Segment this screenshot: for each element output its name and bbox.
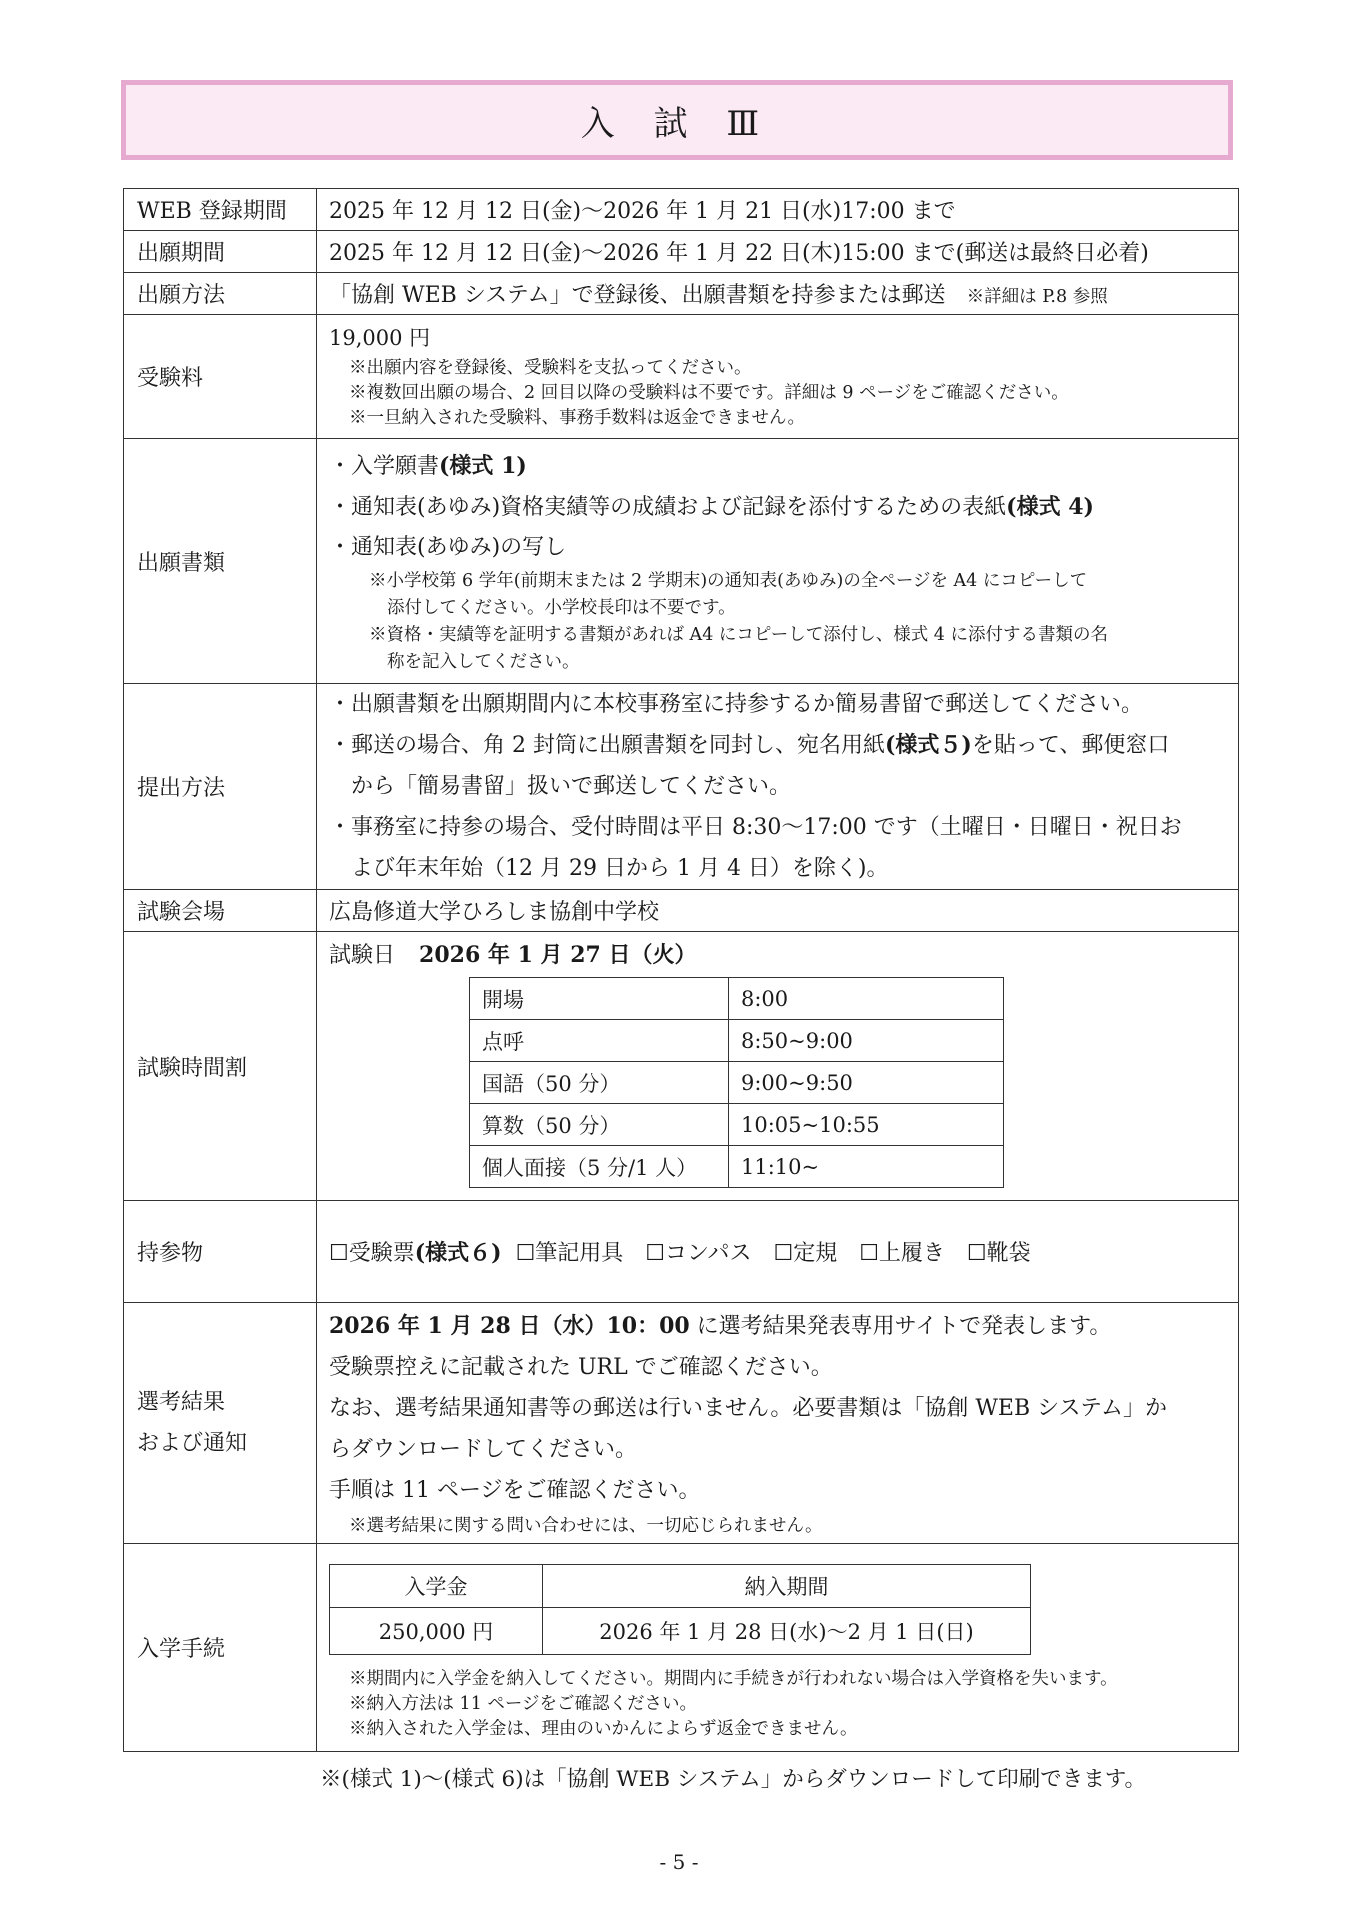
document-item: ・通知表(あゆみ)の写し [329, 535, 567, 560]
schedule-item: 国語（50 分） [470, 1062, 729, 1104]
row-web-registration [124, 189, 1239, 231]
label-timetable: 試験時間割 [124, 932, 317, 1201]
belongings-list: ☐受験票(様式６) ☐筆記用具 ☐コンパス ☐定規 ☐上履き ☐靴袋 [329, 1240, 1031, 1266]
schedule-item: 開場 [470, 978, 729, 1020]
results-line: 手順は 11 ページをご確認ください。 [329, 1477, 701, 1503]
schedule-time: 11:10~ [729, 1146, 1004, 1188]
schedule-row [470, 1104, 1004, 1146]
row-application-period [124, 231, 1239, 273]
row-documents [124, 439, 1239, 684]
schedule-time: 9:00~9:50 [729, 1062, 1004, 1104]
value-application-method: 「協創 WEB システム」で登録後、出願書類を持参または郵送 [329, 283, 946, 308]
schedule-item: 算数（50 分） [470, 1104, 729, 1146]
row-results [124, 1303, 1239, 1544]
exam-fee-note: ※出願内容を登録後、受験料を支払ってください。 [349, 358, 752, 378]
enrollment-header-period: 納入期間 [543, 1565, 1031, 1608]
value-web-registration: 2025 年 12 月 12 日(金)～2026 年 1 月 21 日(水)17:00 まで [329, 199, 956, 224]
schedule-time: 8:00 [729, 978, 1004, 1020]
label-venue: 試験会場 [124, 890, 317, 932]
row-application-method [124, 273, 1239, 315]
results-line: らダウンロードしてください。 [329, 1436, 638, 1462]
results-line: 2026 年 1 月 28 日（水）10：00 に選考結果発表専用サイトで発表します。 [329, 1312, 1112, 1339]
page-number: - 5 - [659, 1850, 699, 1874]
enrollment-note: ※納入方法は 11 ページをご確認ください。 [349, 1694, 698, 1714]
schedule-row [470, 1020, 1004, 1062]
documents-note: 称を記入してください。 [387, 652, 580, 672]
document-item: ・通知表(あゆみ)資格実績等の成績および記録を添付するための表紙(様式 4) [329, 494, 1094, 520]
documents-note: ※資格・実績等を証明する書類があれば A4 にコピーして添付し、様式 4 に添付する書類の名 [369, 625, 1108, 645]
label-belongings: 持参物 [124, 1201, 317, 1303]
submission-line: よび年末年始（12 月 29 日から 1 月 4 日）を除く)。 [351, 856, 889, 881]
schedule-time: 10:05~10:55 [729, 1104, 1004, 1146]
exam-fee-note: ※一旦納入された受験料、事務手数料は返金できません。 [349, 408, 806, 428]
schedule-time: 8:50~9:00 [729, 1020, 1004, 1062]
row-submission [124, 684, 1239, 890]
schedule-item: 点呼 [470, 1020, 729, 1062]
row-belongings [124, 1201, 1239, 1303]
title-banner [121, 80, 1233, 160]
row-exam-fee [124, 315, 1239, 439]
submission-line: から「簡易書留」扱いで郵送してください。 [351, 774, 792, 799]
label-web-registration: WEB 登録期間 [124, 189, 317, 231]
enrollment-value-row [330, 1608, 1031, 1655]
enrollment-header-row [330, 1565, 1031, 1608]
enrollment-period-value: 2026 年 1 月 28 日(水)～2 月 1 日(日) [543, 1608, 1031, 1655]
enrollment-header-fee: 入学金 [330, 1565, 543, 1608]
results-line: なお、選考結果通知書等の郵送は行いません。必要書類は「協創 WEB システム」か [329, 1395, 1167, 1421]
schedule-row [470, 1146, 1004, 1188]
results-note: ※選考結果に関する問い合わせには、一切応じられません。 [349, 1515, 823, 1536]
label-results: 選考結果 [137, 1390, 226, 1415]
label-exam-fee: 受験料 [124, 315, 317, 439]
document-item: ・入学願書(様式 1) [329, 453, 527, 479]
note-application-method: ※詳細は P.8 参照 [966, 287, 1108, 307]
enrollment-note: ※期間内に入学金を納入してください。期間内に手続きが行われない場合は入学資格を失います。 [349, 1669, 1118, 1689]
schedule-row [470, 1062, 1004, 1104]
label-application-method: 出願方法 [124, 273, 317, 315]
label-documents: 出願書類 [124, 439, 317, 684]
submission-line: ・出願書類を出願期間内に本校事務室に持参するか簡易書留で郵送してください。 [329, 692, 1144, 717]
page-title: 入 試 Ⅲ [580, 103, 774, 144]
exam-fee-note: ※複数回出願の場合、2 回目以降の受験料は不要です。詳細は 9 ページをご確認ください。 [349, 383, 1069, 403]
label-application-period: 出願期間 [124, 231, 317, 273]
label-enrollment: 入学手続 [124, 1544, 317, 1752]
row-enrollment [124, 1544, 1239, 1752]
row-timetable [124, 932, 1239, 1201]
schedule-table [469, 977, 1004, 1188]
forms-footnote: ※(様式 1)～(様式 6)は「協創 WEB システム」からダウンロードして印刷できます。 [320, 1767, 1146, 1792]
submission-line: ・郵送の場合、角 2 封筒に出願書類を同封し、宛名用紙(様式５)を貼って、郵便窓口 [329, 732, 1170, 758]
exam-fee-amount: 19,000 円 [329, 326, 431, 350]
schedule-row [470, 978, 1004, 1020]
enrollment-fee-table [329, 1564, 1031, 1655]
submission-line: ・事務室に持参の場合、受付時間は平日 8:30～17:00 です（土曜日・日曜日・祝日お [329, 815, 1182, 840]
value-venue: 広島修道大学ひろしま協創中学校 [329, 900, 660, 925]
value-application-period: 2025 年 12 月 12 日(金)～2026 年 1 月 22 日(木)15:00 まで(郵送は最終日必着) [329, 241, 1149, 266]
label-submission: 提出方法 [124, 684, 317, 890]
documents-note: ※小学校第 6 学年(前期末または 2 学期末)の通知表(あゆみ)の全ページを A4 にコピーして [369, 571, 1088, 591]
enrollment-note: ※納入された入学金は、理由のいかんによらず返金できません。 [349, 1719, 858, 1739]
results-line: 受験票控えに記載された URL でご確認ください。 [329, 1354, 833, 1380]
enrollment-fee-value: 250,000 円 [330, 1608, 543, 1655]
schedule-item: 個人面接（5 分/1 人） [470, 1146, 729, 1188]
exam-date: 試験日 2026 年 1 月 27 日（火） [329, 942, 697, 968]
row-venue [124, 890, 1239, 932]
documents-note: 添付してください。小学校長印は不要です。 [387, 598, 736, 618]
admission-info-table [123, 188, 1239, 1752]
label-results: および通知 [137, 1431, 248, 1456]
